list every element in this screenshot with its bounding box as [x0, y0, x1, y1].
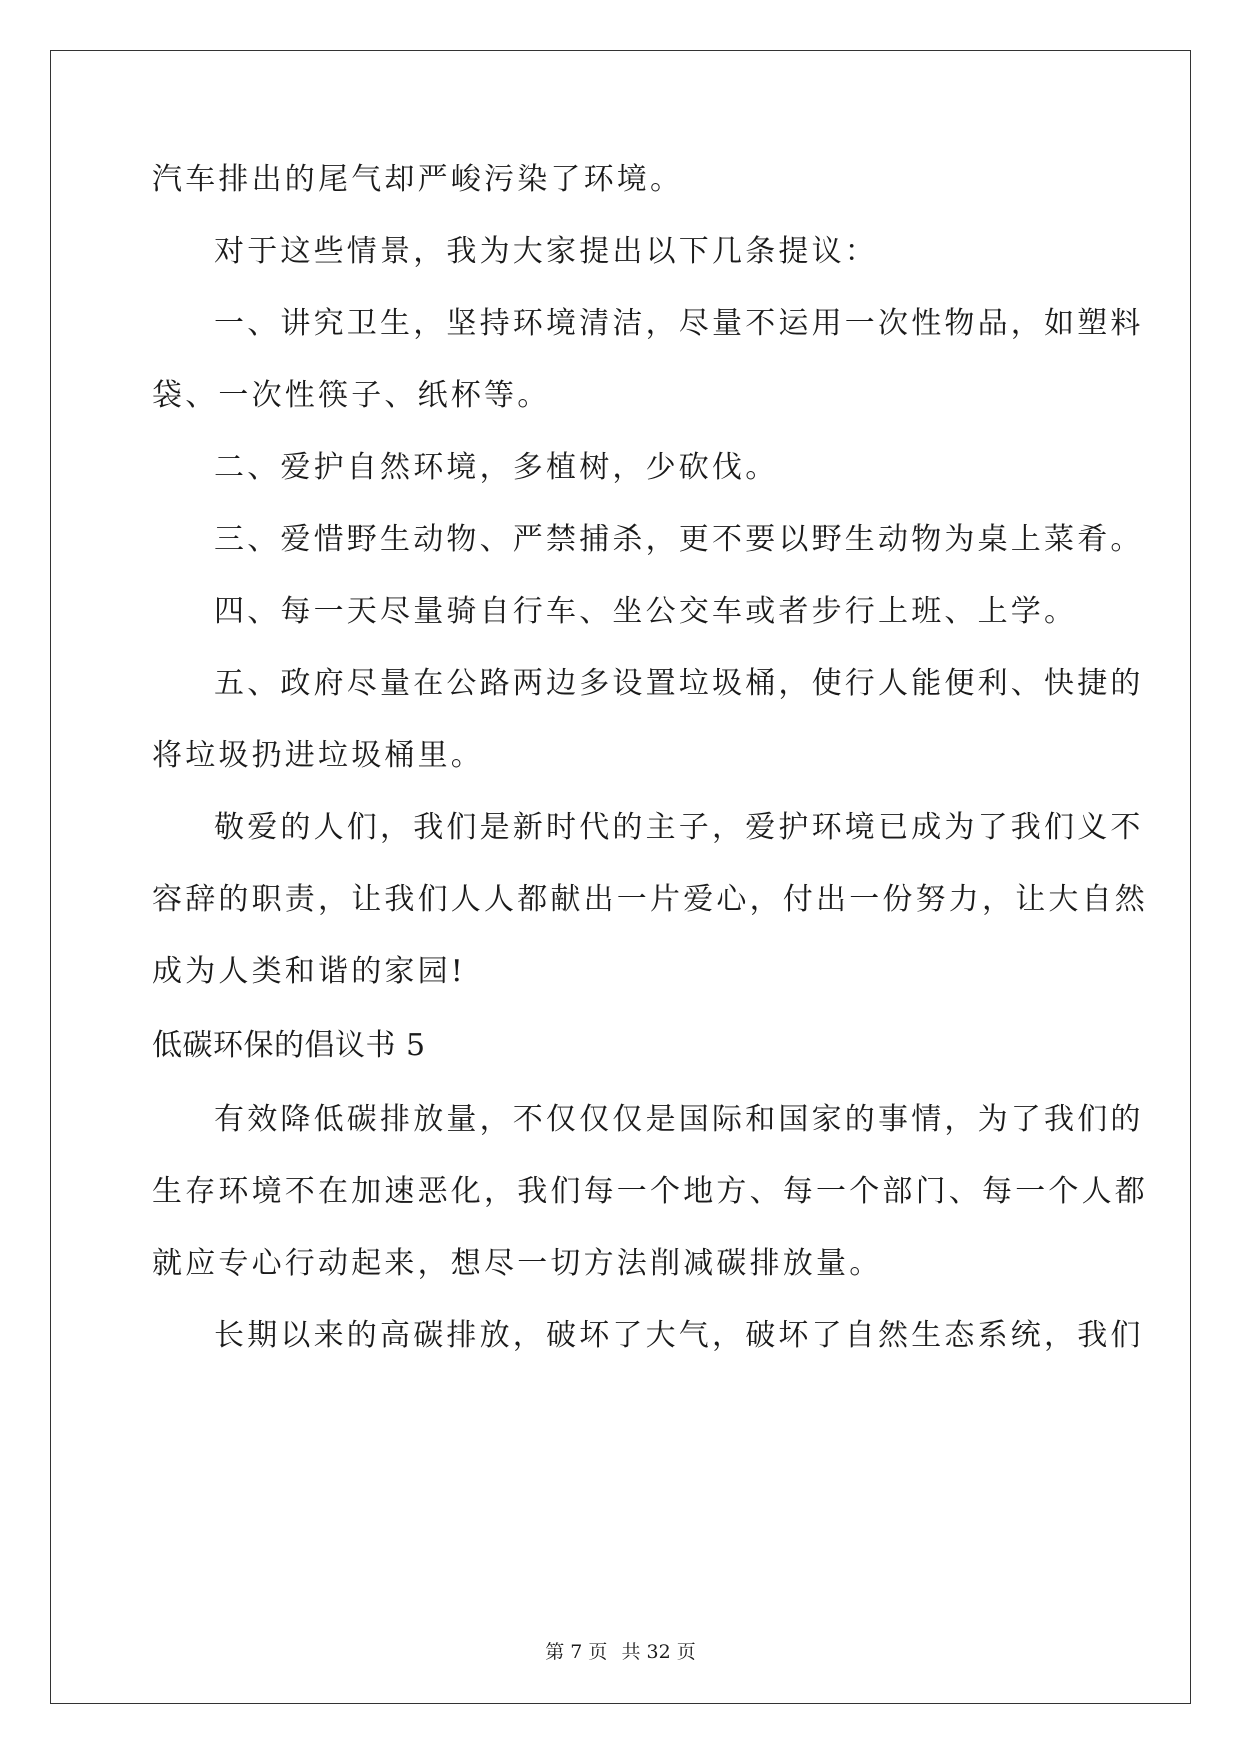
text-line: 长期以来的高碳排放，破坏了大气，破坏了自然生态系统，我们 — [214, 1318, 1144, 1353]
section-heading: 低碳环保的倡议书 5 — [152, 1028, 426, 1063]
page-number: 第 7 页 — [545, 1641, 608, 1663]
text-line: 对于这些情景，我为大家提出以下几条提议： — [214, 234, 878, 269]
text-line: 袋、一次性筷子、纸杯等。 — [152, 378, 551, 413]
text-line: 四、每一天尽量骑自行车、坐公交车或者步行上班、上学。 — [214, 594, 1078, 629]
text-line: 二、爱护自然环境，多植树，少砍伐。 — [214, 450, 779, 485]
page-total: 共 32 页 — [621, 1641, 696, 1663]
text-line: 五、政府尽量在公路两边多设置垃圾桶，使行人能便利、快捷的 — [214, 666, 1144, 701]
page-border — [50, 50, 1191, 1704]
text-line: 成为人类和谐的家园! — [152, 954, 467, 989]
text-line: 有效降低碳排放量，不仅仅仅是国际和国家的事情，为了我们的 — [214, 1102, 1144, 1137]
text-line: 三、爱惜野生动物、严禁捕杀，更不要以野生动物为桌上菜肴。 — [214, 522, 1144, 557]
text-line: 容辞的职责，让我们人人都献出一片爱心，付出一份努力，让大自然 — [152, 882, 1148, 917]
text-line: 敬爱的人们，我们是新时代的主子，爱护环境已成为了我们义不 — [214, 810, 1144, 845]
text-line: 一、讲究卫生，坚持环境清洁，尽量不运用一次性物品，如塑料 — [214, 306, 1144, 341]
page-footer — [0, 1640, 1241, 1664]
text-line: 就应专心行动起来，想尽一切方法削减碳排放量。 — [152, 1246, 883, 1281]
text-line: 汽车排出的尾气却严峻污染了环境。 — [152, 162, 684, 197]
text-line: 生存环境不在加速恶化，我们每一个地方、每一个部门、每一个人都 — [152, 1174, 1148, 1209]
text-line: 将垃圾扔进垃圾桶里。 — [152, 738, 484, 773]
